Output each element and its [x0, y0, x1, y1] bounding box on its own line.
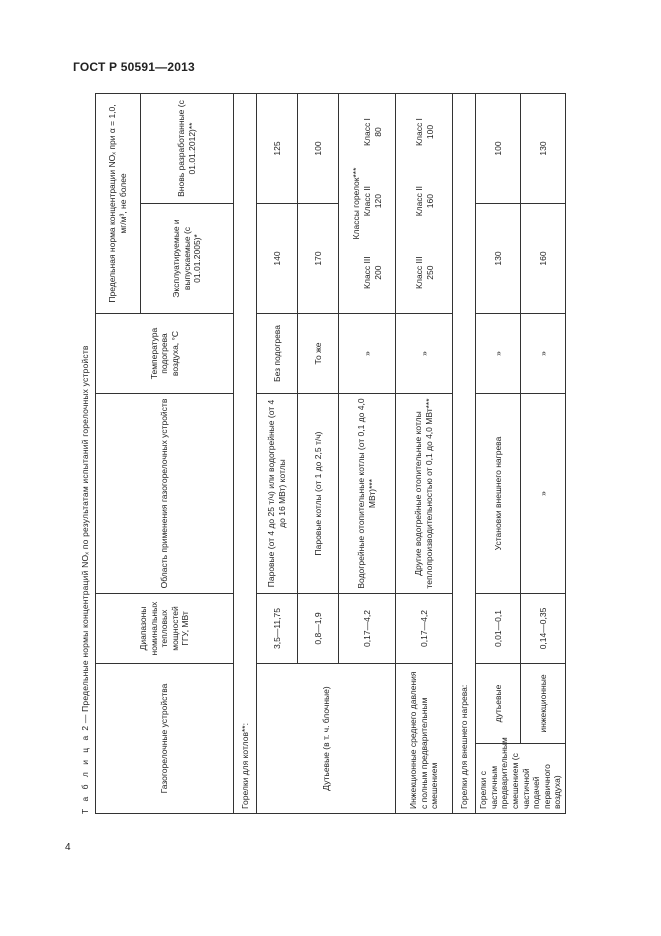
standard-header: ГОСТ Р 50591—2013 — [73, 60, 195, 74]
class-2-value: 120 — [372, 194, 383, 209]
table-row — [257, 94, 298, 814]
class-2-label: Класс II — [362, 186, 373, 217]
table-row — [396, 94, 453, 814]
table-caption-prefix: Т а б л и ц а — [80, 733, 90, 814]
header-temp: Температура подогрева воздуха, °С — [96, 314, 234, 394]
header-norm: Предельная норма концентрации NOₓ при α = 1,0, мг/м³, не более — [96, 94, 141, 314]
rotated-table-page — [78, 94, 563, 814]
class-1-value: 100 — [424, 124, 435, 140]
table-caption-text: 2 — Предельные нормы концентраций NOₓ по результатам испытаний горелочных устройств — [80, 345, 90, 731]
table-row — [476, 94, 521, 814]
cell-area: Паровые (от 4 до 25 т/ч) или водогрейные (от 4 до 16 МВт) котлы — [257, 394, 298, 594]
cell-existing: 130 — [476, 204, 521, 314]
cell-burner-classes-2 — [396, 94, 453, 314]
section-row-external — [453, 94, 476, 814]
cell-area: » — [521, 394, 566, 594]
section-row-boilers — [234, 94, 257, 814]
header-area: Область применения газогорелочных устройств — [96, 394, 234, 594]
cell-device-subtype: инжекционные — [521, 664, 566, 744]
cell-range: 0,17—4,2 — [339, 594, 396, 664]
table-caption — [80, 94, 90, 814]
header-device: Газогорелочные устройства — [96, 664, 234, 814]
cell-temp: » — [396, 314, 453, 394]
cell-temp: » — [476, 314, 521, 394]
classes-row — [362, 98, 383, 309]
class-3-label: Класс III — [413, 256, 424, 289]
cell-temp: » — [339, 314, 396, 394]
class-2-label: Класс II — [413, 186, 424, 217]
cell-range: 0,01—0,1 — [476, 594, 521, 664]
classes-row — [414, 98, 435, 309]
class-2 — [362, 186, 383, 216]
classes-title: Классы горелок*** — [350, 167, 361, 240]
header-row-1 — [96, 94, 141, 814]
section-boilers: Горелки для котлов**: — [234, 94, 257, 814]
table-row — [521, 94, 566, 814]
class-3-value: 250 — [424, 265, 435, 280]
cell-range: 0,8—1,9 — [298, 594, 339, 664]
cell-range: 0,14—0,35 — [521, 594, 566, 664]
cell-existing: 140 — [257, 204, 298, 314]
cell-area: Установки внешнего нагрева — [476, 394, 521, 594]
cell-temp: » — [521, 314, 566, 394]
cell-device-blowing: Дутьевые (в т. ч. блочные) — [257, 664, 396, 814]
cell-existing: 170 — [298, 204, 339, 314]
cell-new: 100 — [476, 94, 521, 204]
cell-range: 3,5—11,75 — [257, 594, 298, 664]
cell-new: 125 — [257, 94, 298, 204]
class-1 — [414, 118, 435, 146]
class-3-value: 200 — [372, 265, 383, 280]
cell-area: Водогрейные отопительные котлы (от 0,1 до 4,0 МВт)*** — [339, 394, 396, 594]
header-new: Вновь разработанные (с 01.01.2012)** — [141, 94, 234, 204]
page-number: 4 — [65, 842, 71, 853]
class-1 — [362, 118, 383, 146]
class-3 — [362, 256, 383, 289]
cell-area: Другие водогрейные отопительные котлы теплопроизводительностью от 0,1 до 4,0 МВт*** — [396, 394, 453, 594]
cell-new: 130 — [521, 94, 566, 204]
cell-range: 0,17—4,2 — [396, 594, 453, 664]
cell-device-subtype: дутьевые — [476, 664, 521, 744]
cell-area: Паровые котлы (от 1 до 2,5 т/ч) — [298, 394, 339, 594]
section-external: Горелки для внешнего нагрева: — [453, 94, 476, 814]
cell-temp: Без подогрева — [257, 314, 298, 394]
class-1-label: Класс I — [362, 118, 373, 146]
header-range: Диапазоны номинальных тепловых мощностей ГГУ, МВт — [96, 594, 234, 664]
class-1-label: Класс I — [413, 118, 424, 146]
class-1-value: 80 — [372, 127, 383, 137]
class-3-label: Класс III — [362, 256, 373, 289]
cell-burner-classes — [339, 94, 396, 314]
cell-device-injection: Инжекционные среднего давления с полным предварительным смешением — [396, 664, 453, 814]
header-existing: Эксплуатируемые и выпускаемые (с 01.01.2005)* — [141, 204, 234, 314]
cell-new: 100 — [298, 94, 339, 204]
nox-limits-table — [95, 93, 566, 814]
class-2-value: 160 — [424, 194, 435, 209]
class-2 — [414, 186, 435, 216]
cell-device-group: Горелки с частичным предварительным смешением (с частичной подачей первичного воздуха) — [476, 744, 566, 814]
class-3 — [414, 256, 435, 289]
cell-existing: 160 — [521, 204, 566, 314]
cell-temp: То же — [298, 314, 339, 394]
